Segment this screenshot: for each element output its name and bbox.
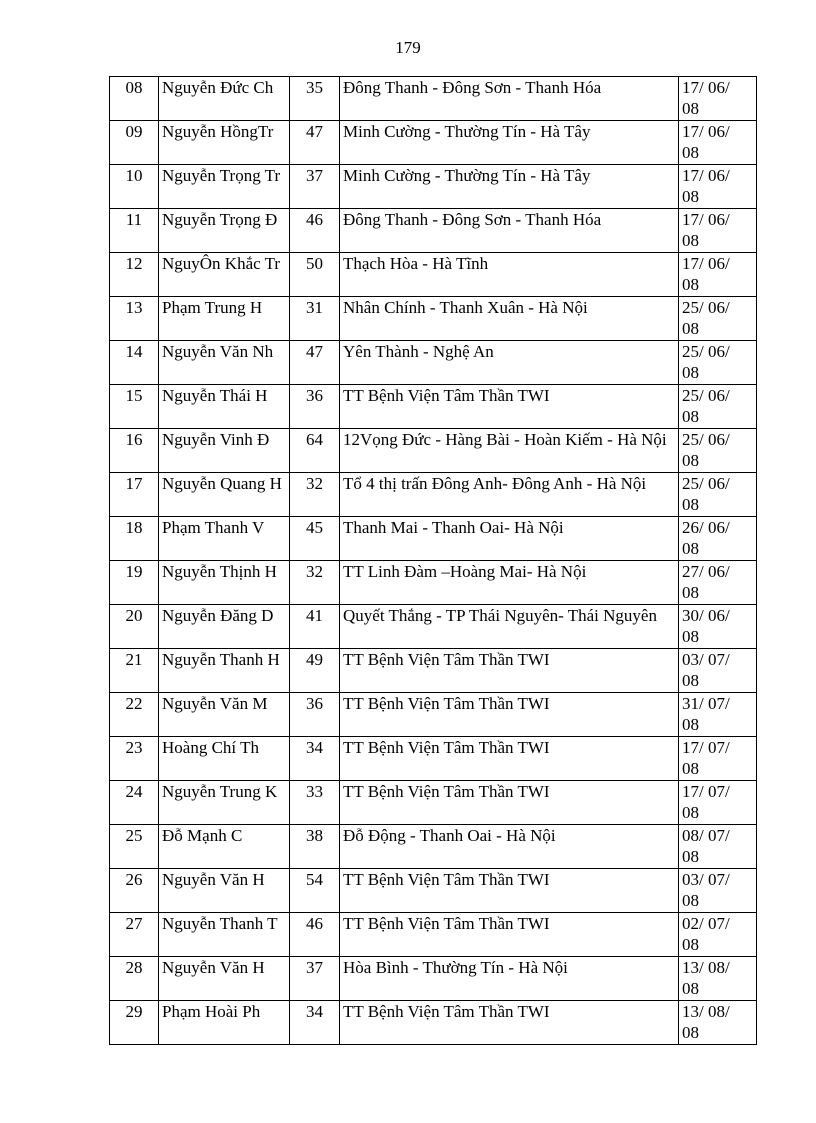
table-row [110, 341, 757, 385]
admission-date [679, 913, 757, 957]
table-row [110, 649, 757, 693]
patient-age: 49 [290, 649, 340, 693]
patient-name: Nguyễn Trung K [159, 781, 290, 825]
table-row [110, 737, 757, 781]
patient-age: 41 [290, 605, 340, 649]
row-number: 26 [110, 869, 159, 913]
admission-date [679, 737, 757, 781]
date-day-month: 25/ 06/ [682, 342, 730, 361]
admission-date [679, 693, 757, 737]
row-number: 18 [110, 517, 159, 561]
patient-records-table [109, 76, 757, 1045]
date-year: 08 [682, 979, 699, 998]
row-number: 13 [110, 297, 159, 341]
patient-name: Nguyễn Thanh T [159, 913, 290, 957]
date-year: 08 [682, 143, 699, 162]
admission-date [679, 473, 757, 517]
date-day-month: 08/ 07/ [682, 826, 730, 845]
date-day-month: 17/ 06/ [682, 122, 730, 141]
admission-date [679, 209, 757, 253]
patient-address: TT Bệnh Viện Tâm Thần TWI [340, 869, 679, 913]
patient-name: Nguyễn Trọng Tr [159, 165, 290, 209]
row-number: 27 [110, 913, 159, 957]
patient-age: 47 [290, 121, 340, 165]
patient-name: Phạm Hoài Ph [159, 1001, 290, 1045]
table-row [110, 869, 757, 913]
patient-name: Nguyễn HồngTr [159, 121, 290, 165]
patient-name: Nguyễn Văn Nh [159, 341, 290, 385]
patient-age: 46 [290, 913, 340, 957]
admission-date [679, 561, 757, 605]
patient-address: Tổ 4 thị trấn Đông Anh- Đông Anh - Hà Nội [340, 473, 679, 517]
patient-address: Đỗ Động - Thanh Oai - Hà Nội [340, 825, 679, 869]
date-year: 08 [682, 99, 699, 118]
row-number: 24 [110, 781, 159, 825]
date-day-month: 25/ 06/ [682, 298, 730, 317]
row-number: 14 [110, 341, 159, 385]
patient-age: 35 [290, 77, 340, 121]
row-number: 29 [110, 1001, 159, 1045]
patient-name: Nguyễn Đức Ch [159, 77, 290, 121]
date-day-month: 17/ 06/ [682, 210, 730, 229]
row-number: 17 [110, 473, 159, 517]
admission-date [679, 77, 757, 121]
admission-date [679, 781, 757, 825]
date-day-month: 02/ 07/ [682, 914, 730, 933]
table-row [110, 913, 757, 957]
patient-name: Nguyễn Đăng D [159, 605, 290, 649]
page-number: 179 [395, 38, 421, 57]
date-day-month: 25/ 06/ [682, 474, 730, 493]
table-row [110, 473, 757, 517]
date-year: 08 [682, 451, 699, 470]
table-row [110, 77, 757, 121]
patient-name: Nguyễn Văn H [159, 869, 290, 913]
patient-age: 45 [290, 517, 340, 561]
row-number: 22 [110, 693, 159, 737]
date-day-month: 17/ 06/ [682, 78, 730, 97]
date-day-month: 17/ 07/ [682, 738, 730, 757]
table-row [110, 561, 757, 605]
admission-date [679, 341, 757, 385]
date-day-month: 03/ 07/ [682, 870, 730, 889]
admission-date [679, 605, 757, 649]
date-year: 08 [682, 187, 699, 206]
admission-date [679, 429, 757, 473]
patient-address: Đông Thanh - Đông Sơn - Thanh Hóa [340, 209, 679, 253]
table-row [110, 429, 757, 473]
patient-age: 37 [290, 165, 340, 209]
admission-date [679, 825, 757, 869]
patient-name: Nguyễn Văn H [159, 957, 290, 1001]
row-number: 15 [110, 385, 159, 429]
table-row [110, 1001, 757, 1045]
admission-date [679, 869, 757, 913]
admission-date [679, 957, 757, 1001]
row-number: 20 [110, 605, 159, 649]
date-day-month: 17/ 06/ [682, 254, 730, 273]
patient-address: TT Bệnh Viện Tâm Thần TWI [340, 913, 679, 957]
patient-name: Nguyễn Vinh Đ [159, 429, 290, 473]
patient-address: Thanh Mai - Thanh Oai- Hà Nội [340, 517, 679, 561]
table-row [110, 121, 757, 165]
patient-age: 36 [290, 693, 340, 737]
patient-age: 38 [290, 825, 340, 869]
table-row [110, 825, 757, 869]
patient-age: 31 [290, 297, 340, 341]
table-row [110, 693, 757, 737]
patient-address: Yên Thành - Nghệ An [340, 341, 679, 385]
patient-address: TT Linh Đàm –Hoàng Mai- Hà Nội [340, 561, 679, 605]
patient-address: TT Bệnh Viện Tâm Thần TWI [340, 737, 679, 781]
row-number: 09 [110, 121, 159, 165]
patient-age: 32 [290, 473, 340, 517]
admission-date [679, 165, 757, 209]
admission-date [679, 385, 757, 429]
date-year: 08 [682, 407, 699, 426]
row-number: 19 [110, 561, 159, 605]
row-number: 12 [110, 253, 159, 297]
date-year: 08 [682, 847, 699, 866]
table-row [110, 165, 757, 209]
admission-date [679, 1001, 757, 1045]
date-day-month: 17/ 07/ [682, 782, 730, 801]
date-day-month: 25/ 06/ [682, 430, 730, 449]
date-year: 08 [682, 715, 699, 734]
patient-address: Nhân Chính - Thanh Xuân - Hà Nội [340, 297, 679, 341]
patient-age: 64 [290, 429, 340, 473]
patient-address: Hòa Bình - Thường Tín - Hà Nội [340, 957, 679, 1001]
patient-address: Minh Cường - Thường Tín - Hà Tây [340, 165, 679, 209]
row-number: 23 [110, 737, 159, 781]
date-year: 08 [682, 803, 699, 822]
patient-address: TT Bệnh Viện Tâm Thần TWI [340, 385, 679, 429]
admission-date [679, 649, 757, 693]
patient-age: 37 [290, 957, 340, 1001]
admission-date [679, 121, 757, 165]
patient-name: Đỗ Mạnh C [159, 825, 290, 869]
admission-date [679, 253, 757, 297]
patient-name: Nguyễn Trọng Đ [159, 209, 290, 253]
table-row [110, 781, 757, 825]
patient-name: Nguyễn Quang H [159, 473, 290, 517]
patient-name: Nguyễn Văn M [159, 693, 290, 737]
row-number: 21 [110, 649, 159, 693]
date-day-month: 31/ 07/ [682, 694, 730, 713]
patient-address: TT Bệnh Viện Tâm Thần TWI [340, 649, 679, 693]
patient-address: TT Bệnh Viện Tâm Thần TWI [340, 693, 679, 737]
patient-name: Nguyễn Thái H [159, 385, 290, 429]
patient-age: 34 [290, 737, 340, 781]
date-day-month: 13/ 08/ [682, 958, 730, 977]
patient-address: Đông Thanh - Đông Sơn - Thanh Hóa [340, 77, 679, 121]
table-row [110, 957, 757, 1001]
patient-age: 50 [290, 253, 340, 297]
date-day-month: 03/ 07/ [682, 650, 730, 669]
patient-age: 36 [290, 385, 340, 429]
row-number: 16 [110, 429, 159, 473]
date-year: 08 [682, 539, 699, 558]
patient-name: Nguyễn Thanh H [159, 649, 290, 693]
row-number: 08 [110, 77, 159, 121]
patient-age: 54 [290, 869, 340, 913]
date-year: 08 [682, 495, 699, 514]
patient-address: TT Bệnh Viện Tâm Thần TWI [340, 781, 679, 825]
date-year: 08 [682, 583, 699, 602]
date-day-month: 26/ 06/ [682, 518, 730, 537]
date-year: 08 [682, 891, 699, 910]
patient-address: 12Vọng Đức - Hàng Bài - Hoàn Kiếm - Hà Nội [340, 429, 679, 473]
date-year: 08 [682, 231, 699, 250]
date-year: 08 [682, 627, 699, 646]
patient-name: Phạm Thanh V [159, 517, 290, 561]
table-row [110, 253, 757, 297]
date-year: 08 [682, 275, 699, 294]
date-year: 08 [682, 671, 699, 690]
date-day-month: 27/ 06/ [682, 562, 730, 581]
row-number: 28 [110, 957, 159, 1001]
patient-age: 32 [290, 561, 340, 605]
patient-age: 34 [290, 1001, 340, 1045]
patient-address: Minh Cường - Thường Tín - Hà Tây [340, 121, 679, 165]
date-year: 08 [682, 1023, 699, 1042]
date-year: 08 [682, 363, 699, 382]
patient-name: Nguyễn Thịnh H [159, 561, 290, 605]
patient-age: 46 [290, 209, 340, 253]
table-body [110, 77, 757, 1045]
date-year: 08 [682, 319, 699, 338]
patient-name: NguyÔn Khắc Tr [159, 253, 290, 297]
table-row [110, 385, 757, 429]
table-row [110, 605, 757, 649]
patient-name: Hoàng Chí Th [159, 737, 290, 781]
date-day-month: 17/ 06/ [682, 166, 730, 185]
date-day-month: 30/ 06/ [682, 606, 730, 625]
patient-name: Phạm Trung H [159, 297, 290, 341]
patient-age: 33 [290, 781, 340, 825]
table-row [110, 517, 757, 561]
row-number: 10 [110, 165, 159, 209]
date-day-month: 25/ 06/ [682, 386, 730, 405]
admission-date [679, 297, 757, 341]
table-row [110, 209, 757, 253]
patient-address: TT Bệnh Viện Tâm Thần TWI [340, 1001, 679, 1045]
table-row [110, 297, 757, 341]
row-number: 25 [110, 825, 159, 869]
admission-date [679, 517, 757, 561]
patient-address: Quyết Thắng - TP Thái Nguyên- Thái Nguyên [340, 605, 679, 649]
date-year: 08 [682, 759, 699, 778]
date-day-month: 13/ 08/ [682, 1002, 730, 1021]
patient-address: Thạch Hòa - Hà Tĩnh [340, 253, 679, 297]
date-year: 08 [682, 935, 699, 954]
patient-age: 47 [290, 341, 340, 385]
row-number: 11 [110, 209, 159, 253]
